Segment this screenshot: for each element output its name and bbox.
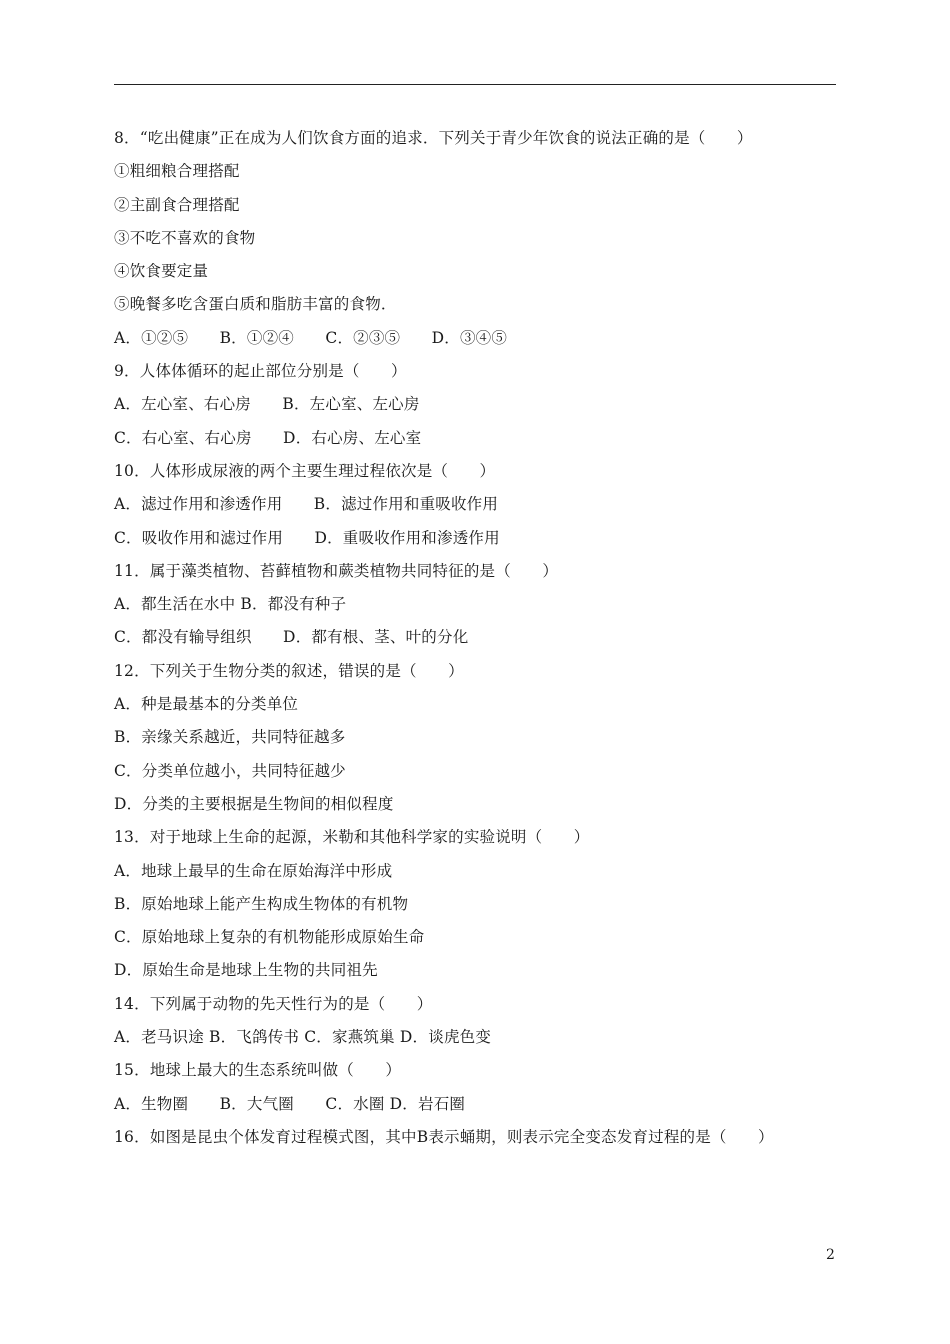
question-11-options-ab: A．都生活在水中 B．都没有种子: [114, 595, 347, 614]
question-15-options: A．生物圈 B．大气圈 C．水圈 D．岩石圈: [114, 1094, 466, 1113]
question-9-stem: 9．人体体循环的起止部位分别是（ ）: [114, 362, 407, 381]
question-13-option-b: B．原始地球上能产生构成生物体的有机物: [114, 894, 409, 913]
question-8-statement-3: ③不吃不喜欢的食物: [114, 228, 256, 247]
question-10-stem: 10．人体形成尿液的两个主要生理过程依次是（ ）: [114, 461, 496, 480]
question-9-options-cd: C．右心室、右心房 D．右心房、左心室: [114, 428, 422, 447]
question-list: [114, 122, 836, 1154]
header-rule: [114, 84, 836, 85]
question-12-option-b: B．亲缘关系越近，共同特征越多: [114, 728, 346, 747]
question-8-statement-4: ④饮食要定量: [114, 262, 209, 281]
question-8-statement-2: ②主副食合理搭配: [114, 195, 240, 214]
question-10-options-ab: A．滤过作用和渗透作用 B．滤过作用和重吸收作用: [114, 495, 499, 514]
question-9-options-ab: A．左心室、右心房 B．左心室、左心房: [114, 395, 420, 414]
question-12-option-c: C．分类单位越小，共同特征越少: [114, 761, 346, 780]
question-13-stem: 13．对于地球上生命的起源，米勒和其他科学家的实验说明（ ）: [114, 828, 590, 847]
question-11-options-cd: C．都没有输导组织 D．都有根、茎、叶的分化: [114, 628, 469, 647]
question-16-stem: 16．如图是昆虫个体发育过程模式图，其中B表示蛹期，则表示完全变态发育过程的是（ ）: [114, 1127, 774, 1146]
question-14-stem: 14．下列属于动物的先天性行为的是（ ）: [114, 994, 433, 1013]
question-12-option-a: A．种是最基本的分类单位: [114, 695, 299, 714]
page-number: 2: [826, 1247, 835, 1263]
question-12-option-d: D．分类的主要根据是生物间的相似程度: [114, 794, 394, 813]
question-8-statement-1: ①粗细粮合理搭配: [114, 162, 240, 181]
question-13-option-a: A．地球上最早的生命在原始海洋中形成: [114, 861, 393, 880]
question-10-options-cd: C．吸收作用和滤过作用 D．重吸收作用和渗透作用: [114, 528, 500, 547]
question-8-options: A．①②⑤ B．①②④ C．②③⑤ D．③④⑤: [114, 328, 508, 347]
question-12-stem: 12．下列关于生物分类的叙述，错误的是（ ）: [114, 661, 464, 680]
question-14-options: A．老马识途 B．飞鸽传书 C．家燕筑巢 D．谈虎色变: [114, 1028, 492, 1047]
question-8-statement-5: ⑤晚餐多吃含蛋白质和脂肪丰富的食物．: [114, 295, 397, 314]
question-13-option-c: C．原始地球上复杂的有机物能形成原始生命: [114, 928, 425, 947]
question-15-stem: 15．地球上最大的生态系统叫做（ ）: [114, 1061, 402, 1080]
question-13-option-d: D．原始生命是地球上生物的共同祖先: [114, 961, 378, 980]
question-11-stem: 11．属于藻类植物、苔藓植物和蕨类植物共同特征的是（ ）: [114, 561, 559, 580]
question-8-stem: 8．“吃出健康”正在成为人们饮食方面的追求．下列关于青少年饮食的说法正确的是（ ）: [114, 129, 753, 147]
